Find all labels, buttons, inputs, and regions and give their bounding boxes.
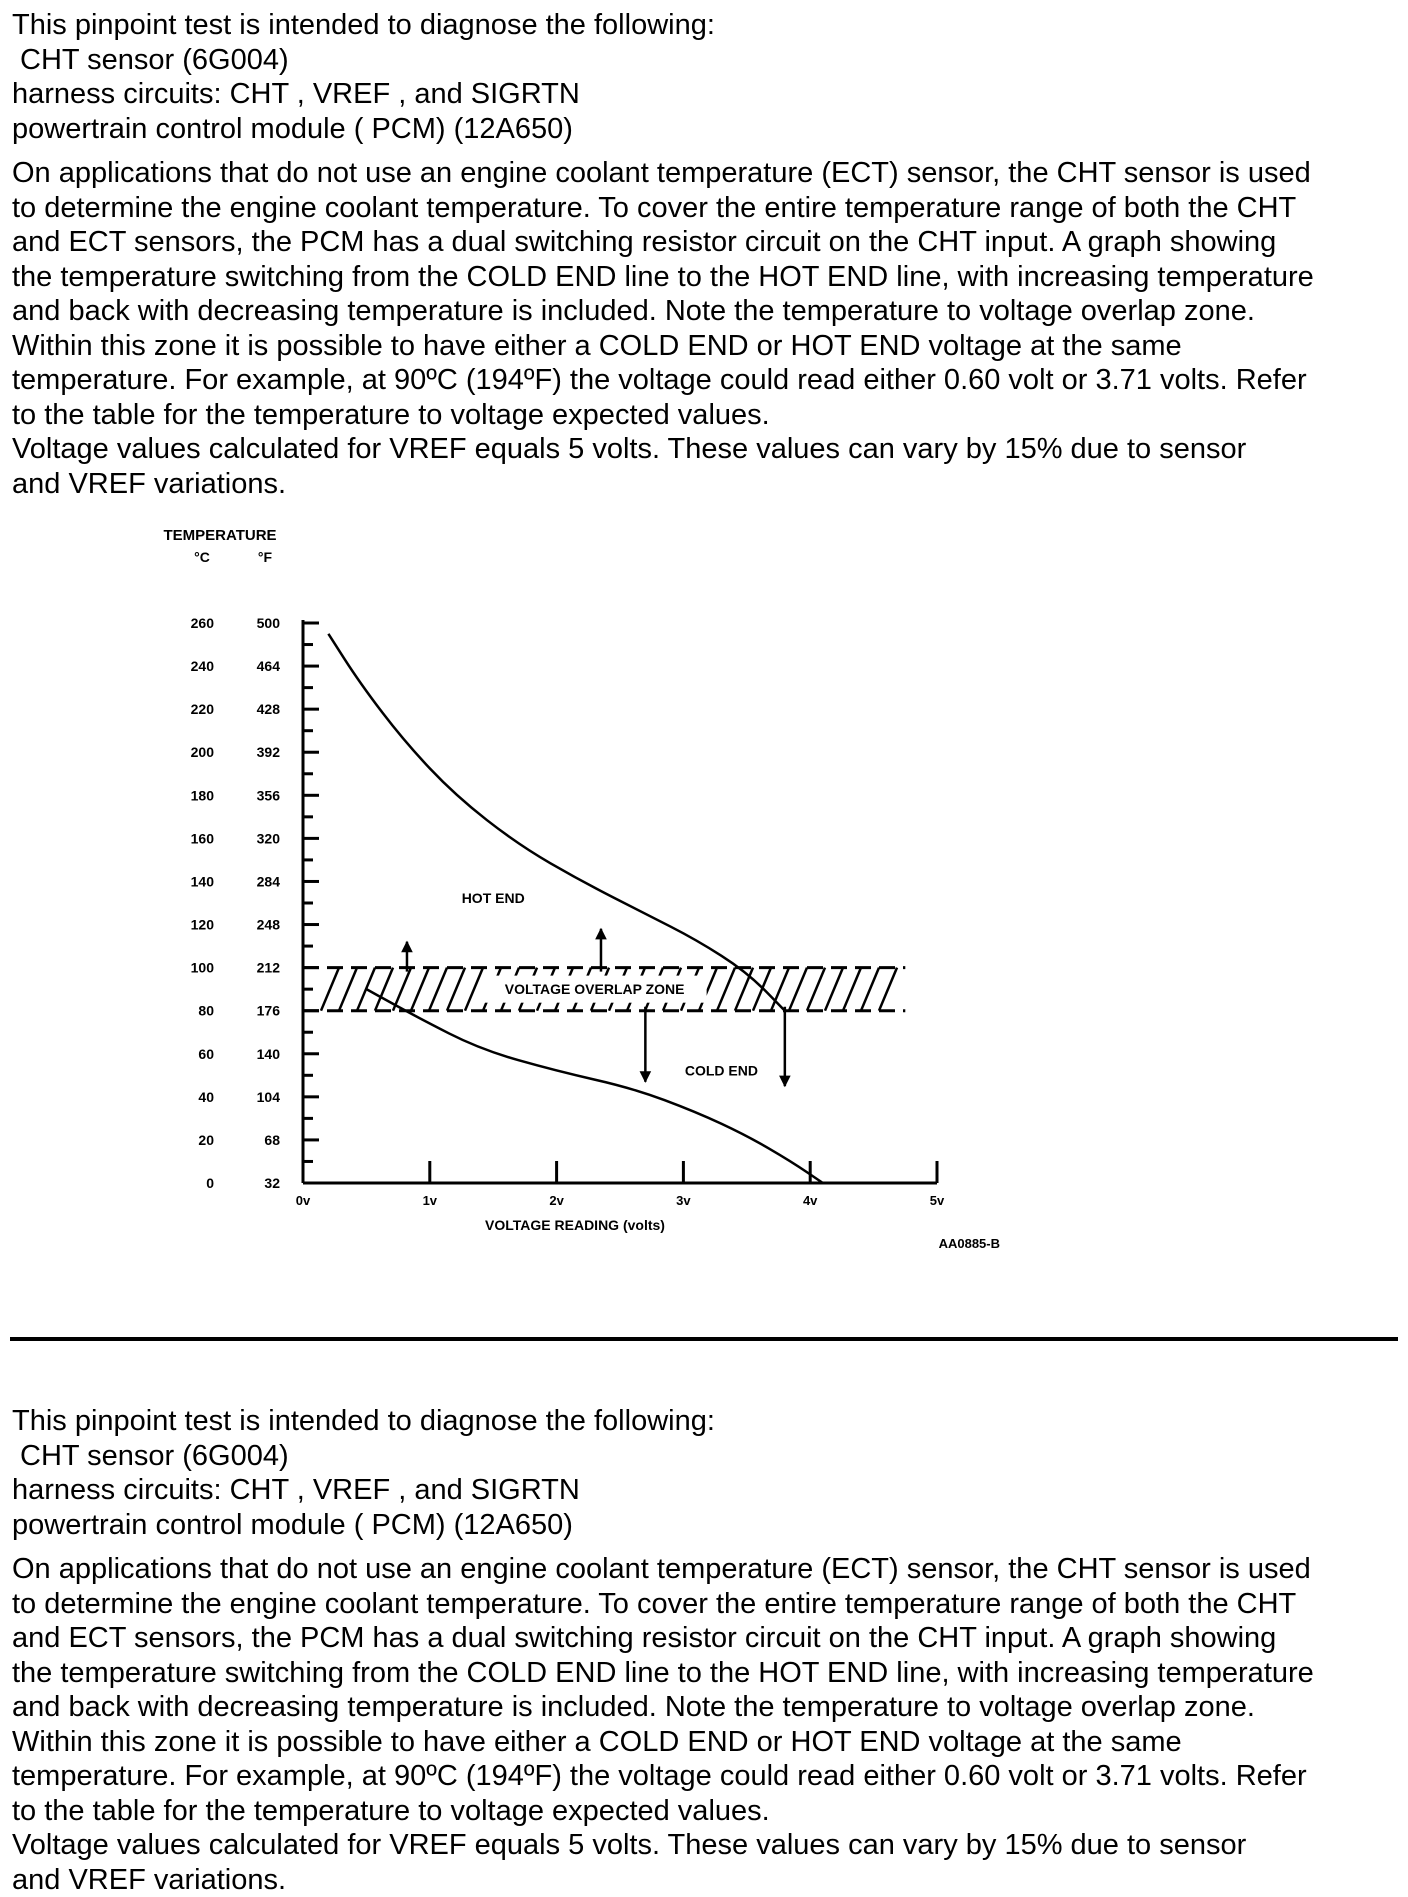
overlap-zone-label: VOLTAGE OVERLAP ZONE xyxy=(505,981,685,997)
description-paragraph xyxy=(12,156,1402,501)
y-tick-label-c: 60 xyxy=(198,1046,214,1062)
y-tick-label-c: 220 xyxy=(191,701,215,717)
y-tick-label-c: 140 xyxy=(191,873,215,889)
paragraph-line: and back with decreasing temperature is included. Note the temperature to voltage overlap zone. xyxy=(12,294,1402,329)
y-tick-label-c: 240 xyxy=(191,658,215,674)
paragraph-line: Voltage values calculated for VREF equals 5 volts. These values can vary by 15% due to sensor xyxy=(12,432,1402,467)
y-tick-label-c: 40 xyxy=(198,1089,214,1105)
overlap-zone-hatch xyxy=(321,968,339,1011)
hot-end-arrow-right-head xyxy=(596,929,606,939)
y-tick-label-f: 32 xyxy=(264,1175,280,1191)
cold-end-curve xyxy=(366,989,822,1183)
paragraph-line: Within this zone it is possible to have either a COLD END or HOT END voltage at the same xyxy=(12,1725,1402,1760)
paragraph-line: the temperature switching from the COLD END line to the HOT END line, with increasing temperature xyxy=(12,1656,1402,1691)
paragraph-line: to the table for the temperature to voltage expected values. xyxy=(12,398,1402,433)
overlap-zone-hatch xyxy=(735,968,753,1011)
x-tick-label: 0v xyxy=(296,1193,311,1208)
y-tick-label-c: 20 xyxy=(198,1132,214,1148)
diagnosis-item: harness circuits: CHT , VREF , and SIGRTN xyxy=(12,77,1402,112)
temperature-voltage-chart xyxy=(150,540,1100,1320)
y-tick-label-c: 180 xyxy=(191,787,215,803)
paragraph-line: and VREF variations. xyxy=(12,1863,1402,1897)
overlap-zone-hatch xyxy=(717,968,735,1011)
paragraph-line: to the table for the temperature to voltage expected values. xyxy=(12,1794,1402,1829)
paragraph-line: Voltage values calculated for VREF equals 5 volts. These values can vary by 15% due to sensor xyxy=(12,1828,1402,1863)
y-tick-label-c: 100 xyxy=(191,960,215,976)
diagnosis-item: powertrain control module ( PCM) (12A650) xyxy=(12,112,1402,147)
paragraph-line: temperature. For example, at 90ºC (194ºF) the voltage could read either 0.60 volt or 3.71 volts. Refer xyxy=(12,1759,1402,1794)
y-tick-label-c: 160 xyxy=(191,830,215,846)
hot-end-label: HOT END xyxy=(462,890,525,906)
y-tick-label-c: 200 xyxy=(191,744,215,760)
paragraph-line: to determine the engine coolant temperature. To cover the entire temperature range of both the CHT xyxy=(12,191,1402,226)
x-tick-label: 4v xyxy=(803,1193,818,1208)
diagnosis-item: CHT sensor (6G004) xyxy=(12,43,1402,78)
y-tick-label-f: 356 xyxy=(257,787,281,803)
y-tick-label-f: 68 xyxy=(264,1132,280,1148)
diagnosis-item: harness circuits: CHT , VREF , and SIGRTN xyxy=(12,1473,1402,1508)
paragraph-line: Within this zone it is possible to have either a COLD END or HOT END voltage at the same xyxy=(12,329,1402,364)
section-divider xyxy=(10,1337,1398,1341)
y-tick-label-f: 320 xyxy=(257,830,281,846)
overlap-zone-hatch xyxy=(879,968,897,1011)
y-unit-celsius: °C xyxy=(194,549,210,565)
y-tick-label-c: 0 xyxy=(206,1175,214,1191)
x-tick-label: 3v xyxy=(676,1193,691,1208)
x-tick-label: 1v xyxy=(423,1193,438,1208)
intro-line: This pinpoint test is intended to diagnose the following: xyxy=(12,1404,1402,1439)
y-tick-label-f: 248 xyxy=(257,917,281,933)
paragraph-line: and VREF variations. xyxy=(12,467,1402,502)
overlap-zone-hatch xyxy=(339,968,357,1011)
cold-end-arrow-left-head xyxy=(640,1072,650,1082)
diagnosis-item: CHT sensor (6G004) xyxy=(12,1439,1402,1474)
paragraph-line: On applications that do not use an engine coolant temperature (ECT) sensor, the CHT sensor is used xyxy=(12,156,1402,191)
overlap-zone-hatch xyxy=(807,968,825,1011)
description-paragraph xyxy=(12,1552,1402,1897)
y-tick-label-c: 80 xyxy=(198,1003,214,1019)
y-unit-fahrenheit: °F xyxy=(258,549,273,565)
overlap-zone-hatch xyxy=(447,968,465,1011)
y-tick-label-c: 260 xyxy=(191,615,215,631)
y-tick-label-f: 212 xyxy=(257,960,281,976)
overlap-zone-hatch xyxy=(825,968,843,1011)
paragraph-line: On applications that do not use an engine coolant temperature (ECT) sensor, the CHT sensor is used xyxy=(12,1552,1402,1587)
y-tick-label-f: 140 xyxy=(257,1046,281,1062)
paragraph-line: and back with decreasing temperature is included. Note the temperature to voltage overlap zone. xyxy=(12,1690,1402,1725)
paragraph-line: the temperature switching from the COLD END line to the HOT END line, with increasing temperature xyxy=(12,260,1402,295)
document-section-bottom xyxy=(12,1404,1402,1897)
y-tick-label-f: 464 xyxy=(257,658,281,674)
y-tick-label-f: 392 xyxy=(257,744,281,760)
cold-end-label: COLD END xyxy=(685,1062,758,1078)
x-tick-label: 5v xyxy=(930,1193,945,1208)
overlap-zone-hatch xyxy=(411,968,429,1011)
y-tick-label-f: 284 xyxy=(257,873,281,889)
y-axis-title: TEMPERATURE xyxy=(163,527,276,544)
paragraph-line: and ECT sensors, the PCM has a dual switching resistor circuit on the CHT input. A graph showing xyxy=(12,1621,1402,1656)
y-tick-label-f: 104 xyxy=(257,1089,281,1105)
overlap-zone-hatch xyxy=(861,968,879,1011)
overlap-zone-hatch xyxy=(375,968,393,1011)
paragraph-line: temperature. For example, at 90ºC (194ºF) the voltage could read either 0.60 volt or 3.71 volts. Refer xyxy=(12,363,1402,398)
document-section-top xyxy=(12,8,1402,501)
overlap-zone-hatch xyxy=(789,968,807,1011)
y-tick-label-f: 500 xyxy=(257,615,281,631)
cold-end-arrow-right-head xyxy=(780,1076,790,1086)
y-tick-label-c: 120 xyxy=(191,917,215,933)
hot-end-curve xyxy=(328,634,784,1011)
figure-id: AA0885-B xyxy=(939,1236,1000,1251)
x-axis-title: VOLTAGE READING (volts) xyxy=(485,1217,665,1233)
y-tick-label-f: 176 xyxy=(257,1003,281,1019)
diagnosis-item: powertrain control module ( PCM) (12A650) xyxy=(12,1508,1402,1543)
x-tick-label: 2v xyxy=(549,1193,564,1208)
intro-line: This pinpoint test is intended to diagnose the following: xyxy=(12,8,1402,43)
paragraph-line: and ECT sensors, the PCM has a dual switching resistor circuit on the CHT input. A graph showing xyxy=(12,225,1402,260)
y-tick-label-f: 428 xyxy=(257,701,281,717)
overlap-zone-hatch xyxy=(843,968,861,1011)
overlap-zone-hatch xyxy=(357,968,375,1011)
paragraph-line: to determine the engine coolant temperature. To cover the entire temperature range of both the CHT xyxy=(12,1587,1402,1622)
overlap-zone-hatch xyxy=(465,968,483,1011)
hot-end-arrow-left-head xyxy=(402,942,412,952)
overlap-zone-hatch xyxy=(429,968,447,1011)
